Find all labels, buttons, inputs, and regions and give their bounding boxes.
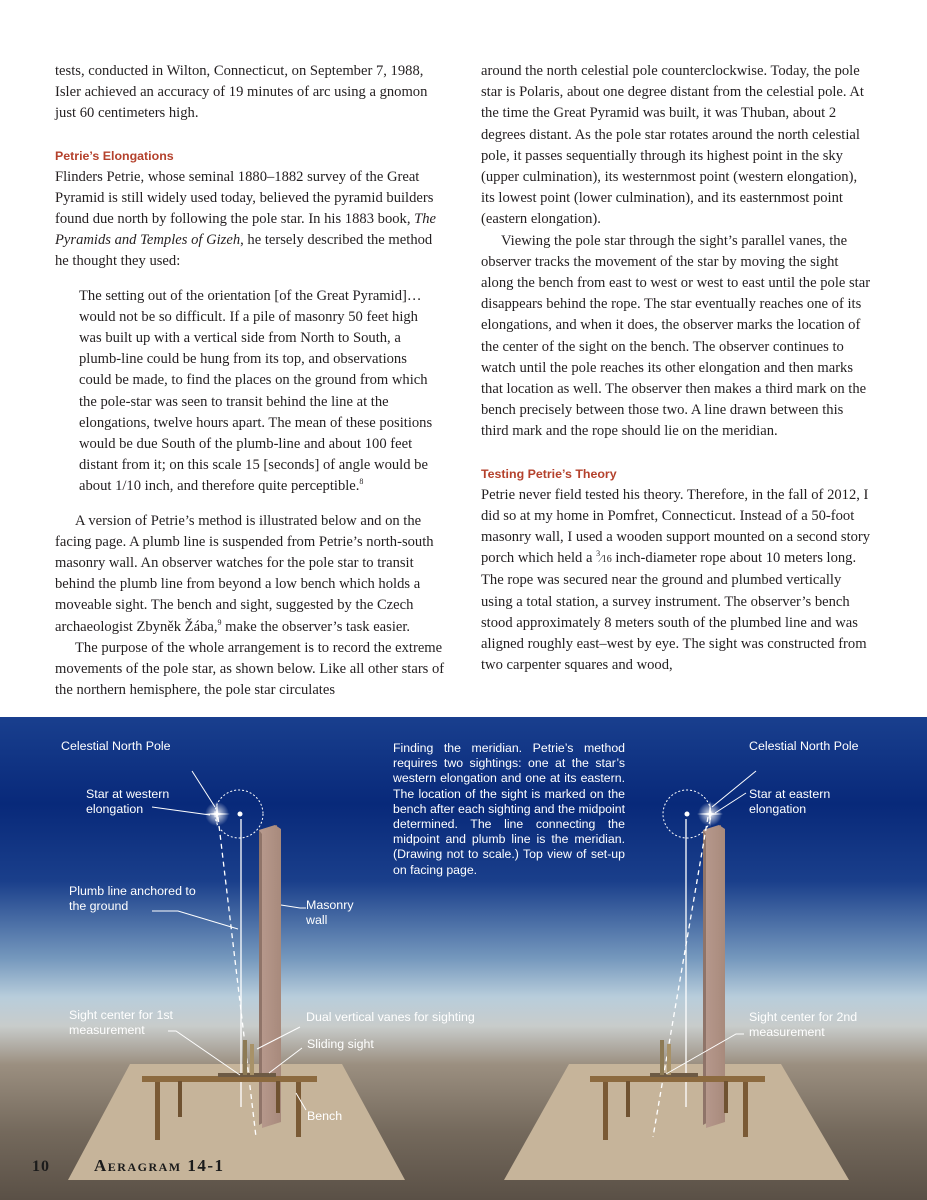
right-pole-point bbox=[685, 812, 690, 817]
pole-star-paragraph: around the north celestial pole counterclockwise. Today, the pole star is Polaris, about one degree distant from the celestial pole. At the time the Great Pyramid was built, it was Thuban, about 2 degrees distant. As the pole star rotates around the north celestial pole, it passes sequentially through its highest point in the sky (upper culmination), its westernmost point (western elongation), its lowest point (lower culmination), and its easternmost point (eastern elongation). bbox=[481, 63, 864, 228]
masonry-wall-label: Masonry wall bbox=[306, 898, 354, 927]
right-sight-center-label: Sight center for 2nd measurement bbox=[749, 1010, 858, 1039]
footnote-9: 9 bbox=[217, 617, 222, 627]
left-pole-label: Celestial North Pole bbox=[61, 739, 171, 753]
method-paragraph: A version of Petrie’s method is illustrated below and on the facing page. A plumb line is suspended from Petrie’s north-south masonry wall. An observer watches for the pole star to transit behind the plumb line from beyond a low bench which holds a moveable sight. The bench and sight, suggested by the Czech archaeologist Zbyněk Žába,$^9$ make the observer’s task easier. bbox=[55, 512, 434, 635]
section-heading-elongations: Petrie’s Elongations bbox=[55, 148, 174, 163]
sliding-sight-label: Sliding sight bbox=[307, 1037, 374, 1051]
left-column bbox=[55, 61, 447, 701]
testing-paragraph: Petrie never field tested his theory. Therefore, in the fall of 2012, I did so at my home in Pomfret, Connecticut. Instead of a 50-foot masonry wall, I used a wooden support mounted on a second story porch which held a $^3$⁄16 inch-diameter rope about 10 meters long. The rope was secured near the ground and plumbed vertically using a total station, a survey instrument. The observer’s bench stood approximately 8 meters south of the plumbed line and was aligned roughly east–west by eye. The sight was constructed from two carpenter squares and wood, bbox=[481, 486, 871, 674]
right-pole-label: Celestial North Pole bbox=[749, 739, 859, 753]
intro-paragraph: tests, conducted in Wilton, Connecticut, on September 7, 1988, Isler achieved an accuracy of 19 minutes of arc using a gnomon just 60 centimeters high. bbox=[55, 63, 428, 122]
right-star-label: Star at eastern elongation bbox=[749, 787, 831, 816]
meridian-illustration bbox=[0, 717, 927, 1200]
footnote-8: 8 bbox=[359, 477, 364, 487]
left-star-label: Star at western elongation bbox=[86, 787, 170, 816]
figure-caption: Finding the meridian. Petrie’s method requires two sightings: one at the star’s western elongation and one at its eastern. The location of the sight is marked on the bench after each sighting and the midpoint determined. The line connecting the midpoint and plumb line is the meridian. (Drawing not to scale.) Top view of set-up on facing page. bbox=[393, 741, 625, 877]
vanes-label: Dual vertical vanes for sighting bbox=[306, 1010, 475, 1024]
purpose-paragraph: The purpose of the whole arrangement is to record the extreme movements of the pole star, as shown below. Like all other stars of the northern hemisphere, the pole star circulates bbox=[55, 639, 445, 699]
petrie-quote: The setting out of the orientation [of the Great Pyramid]… would not be so difficult. If a pile of masonry 50 feet high was built up with a vertical side from North to South, a plumb-line could be hung from its top, and observations could be made, to find the places on the ground from which the pole-star was seen to transit behind the line at the elongations, twelve hours apart. The mean of these positions would be due South of the plumb-line and about 100 feet distant from it; on this scale 15 [seconds] of angle would be about 1/10 inch, and therefore quite perceptible.$^8$ bbox=[79, 287, 433, 495]
section-heading-testing: Testing Petrie’s Theory bbox=[481, 466, 617, 481]
petrie-paragraph: Flinders Petrie, whose seminal 1880–1882 survey of the Great Pyramid is still widely used today, believed the pyramid builders found due north by following the pole star. In his 1883 book, The Pyramids and Temples of Gizeh, he tersely described the method he thought they used: bbox=[55, 168, 437, 270]
right-masonry-wall bbox=[703, 825, 725, 1128]
left-pole-point bbox=[238, 812, 243, 817]
magazine-title: Aeragram 14-1 bbox=[94, 1156, 225, 1175]
page-footer bbox=[32, 1156, 225, 1176]
right-column bbox=[481, 61, 873, 676]
bench-label: Bench bbox=[307, 1109, 343, 1123]
plumb-line-label: Plumb line anchored to the ground bbox=[69, 884, 196, 913]
book-title: The Pyramids and Temples of Gizeh bbox=[55, 211, 437, 249]
left-sight-center-label: Sight center for 1st measurement bbox=[69, 1008, 173, 1037]
viewing-paragraph: Viewing the pole star through the sight’s parallel vanes, the observer tracks the movement of the star by moving the sight along the bench from east to west or west to east until the pole star disappears behind the rope. The star eventually reaches one of its elongations, and when it does, the observer marks the location of the center of the sight on the bench. The observer continues to watch until the pole reaches its other elongation and then marks that location as well. The observer then makes a third mark on the bench precisely between those two. A line drawn between this third mark and the rope should lie on the meridian. bbox=[481, 232, 871, 440]
page-number: 10 bbox=[32, 1158, 50, 1175]
fraction-three-sixteenths: $^3$⁄16 bbox=[596, 549, 612, 566]
